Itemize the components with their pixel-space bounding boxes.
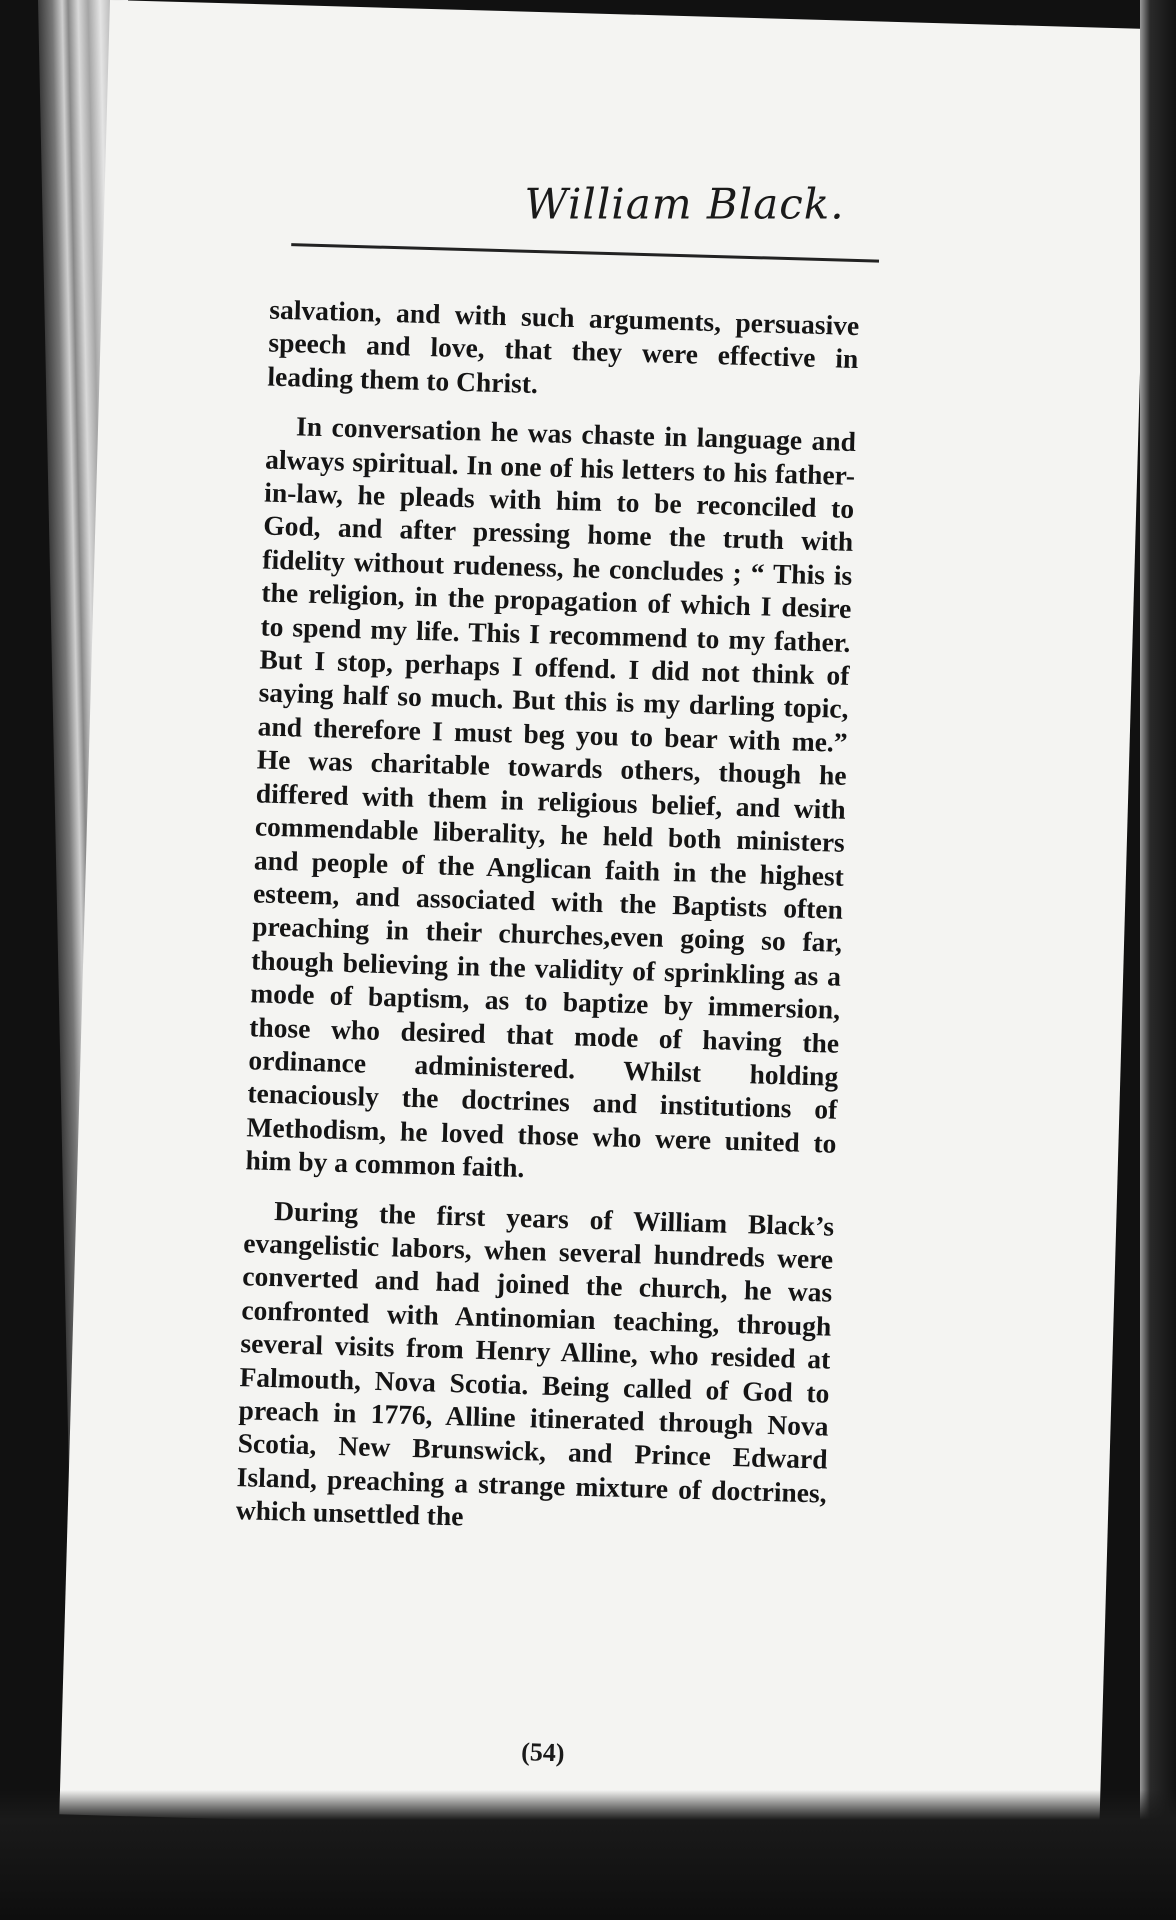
paragraph-2: In conversation he was chaste in language and always spiritual. In one of his letters to his father-in-law, he pleads with him to be reconciled to God, and after pressing home the truth with fidelity without rudeness, he concludes ; “ This is the religion, in the propagation of which I desire to spend my life. This I recommend to my father. But I stop, perhaps I offend. I did not think of saying half so much. But this is my darling topic, and therefore I must beg you to bear with me.” He was charitable towards others, though he differed with them in religious belief, and with commendable liberality, he held both ministers and people of the Anglican faith in the highest esteem, and associated with the Baptists often preaching in their churches,even going so far, though believing in the validity of sprinkling as a mode of baptism, as to baptize by immersion, those who desired that mode of having the ordinance administered. Whilst holding tenaciously the doctrines and institutions of Methodism, he loved those who were united to him by a common faith. [245, 410, 857, 1184]
right-border [1140, 0, 1176, 1920]
paragraph-1: salvation, and with such arguments, persuasive speech and love, that they were effective in leading them to Christ. [267, 293, 860, 399]
header-rule [291, 243, 879, 262]
page [59, 0, 1149, 1843]
paragraph-3: During the first years of William Black’s evangelistic labors, when several hundreds were converted and had joined the church, he was confronted with Antinomian teaching, through several visits from Henry Alline, who resided at Falmouth, Nova Scotia. Being called of God to preach in 1776, Alline itinerated through Nova Scotia, New Brunswick, and Prince Edward Island, preaching a strange mixture of doctrines, which unsettled the [235, 1194, 835, 1532]
page-number: (54) [520, 1737, 565, 1768]
bottom-shadow [0, 1790, 1176, 1920]
body-text [235, 293, 860, 1560]
running-head: William Black. [524, 179, 845, 229]
